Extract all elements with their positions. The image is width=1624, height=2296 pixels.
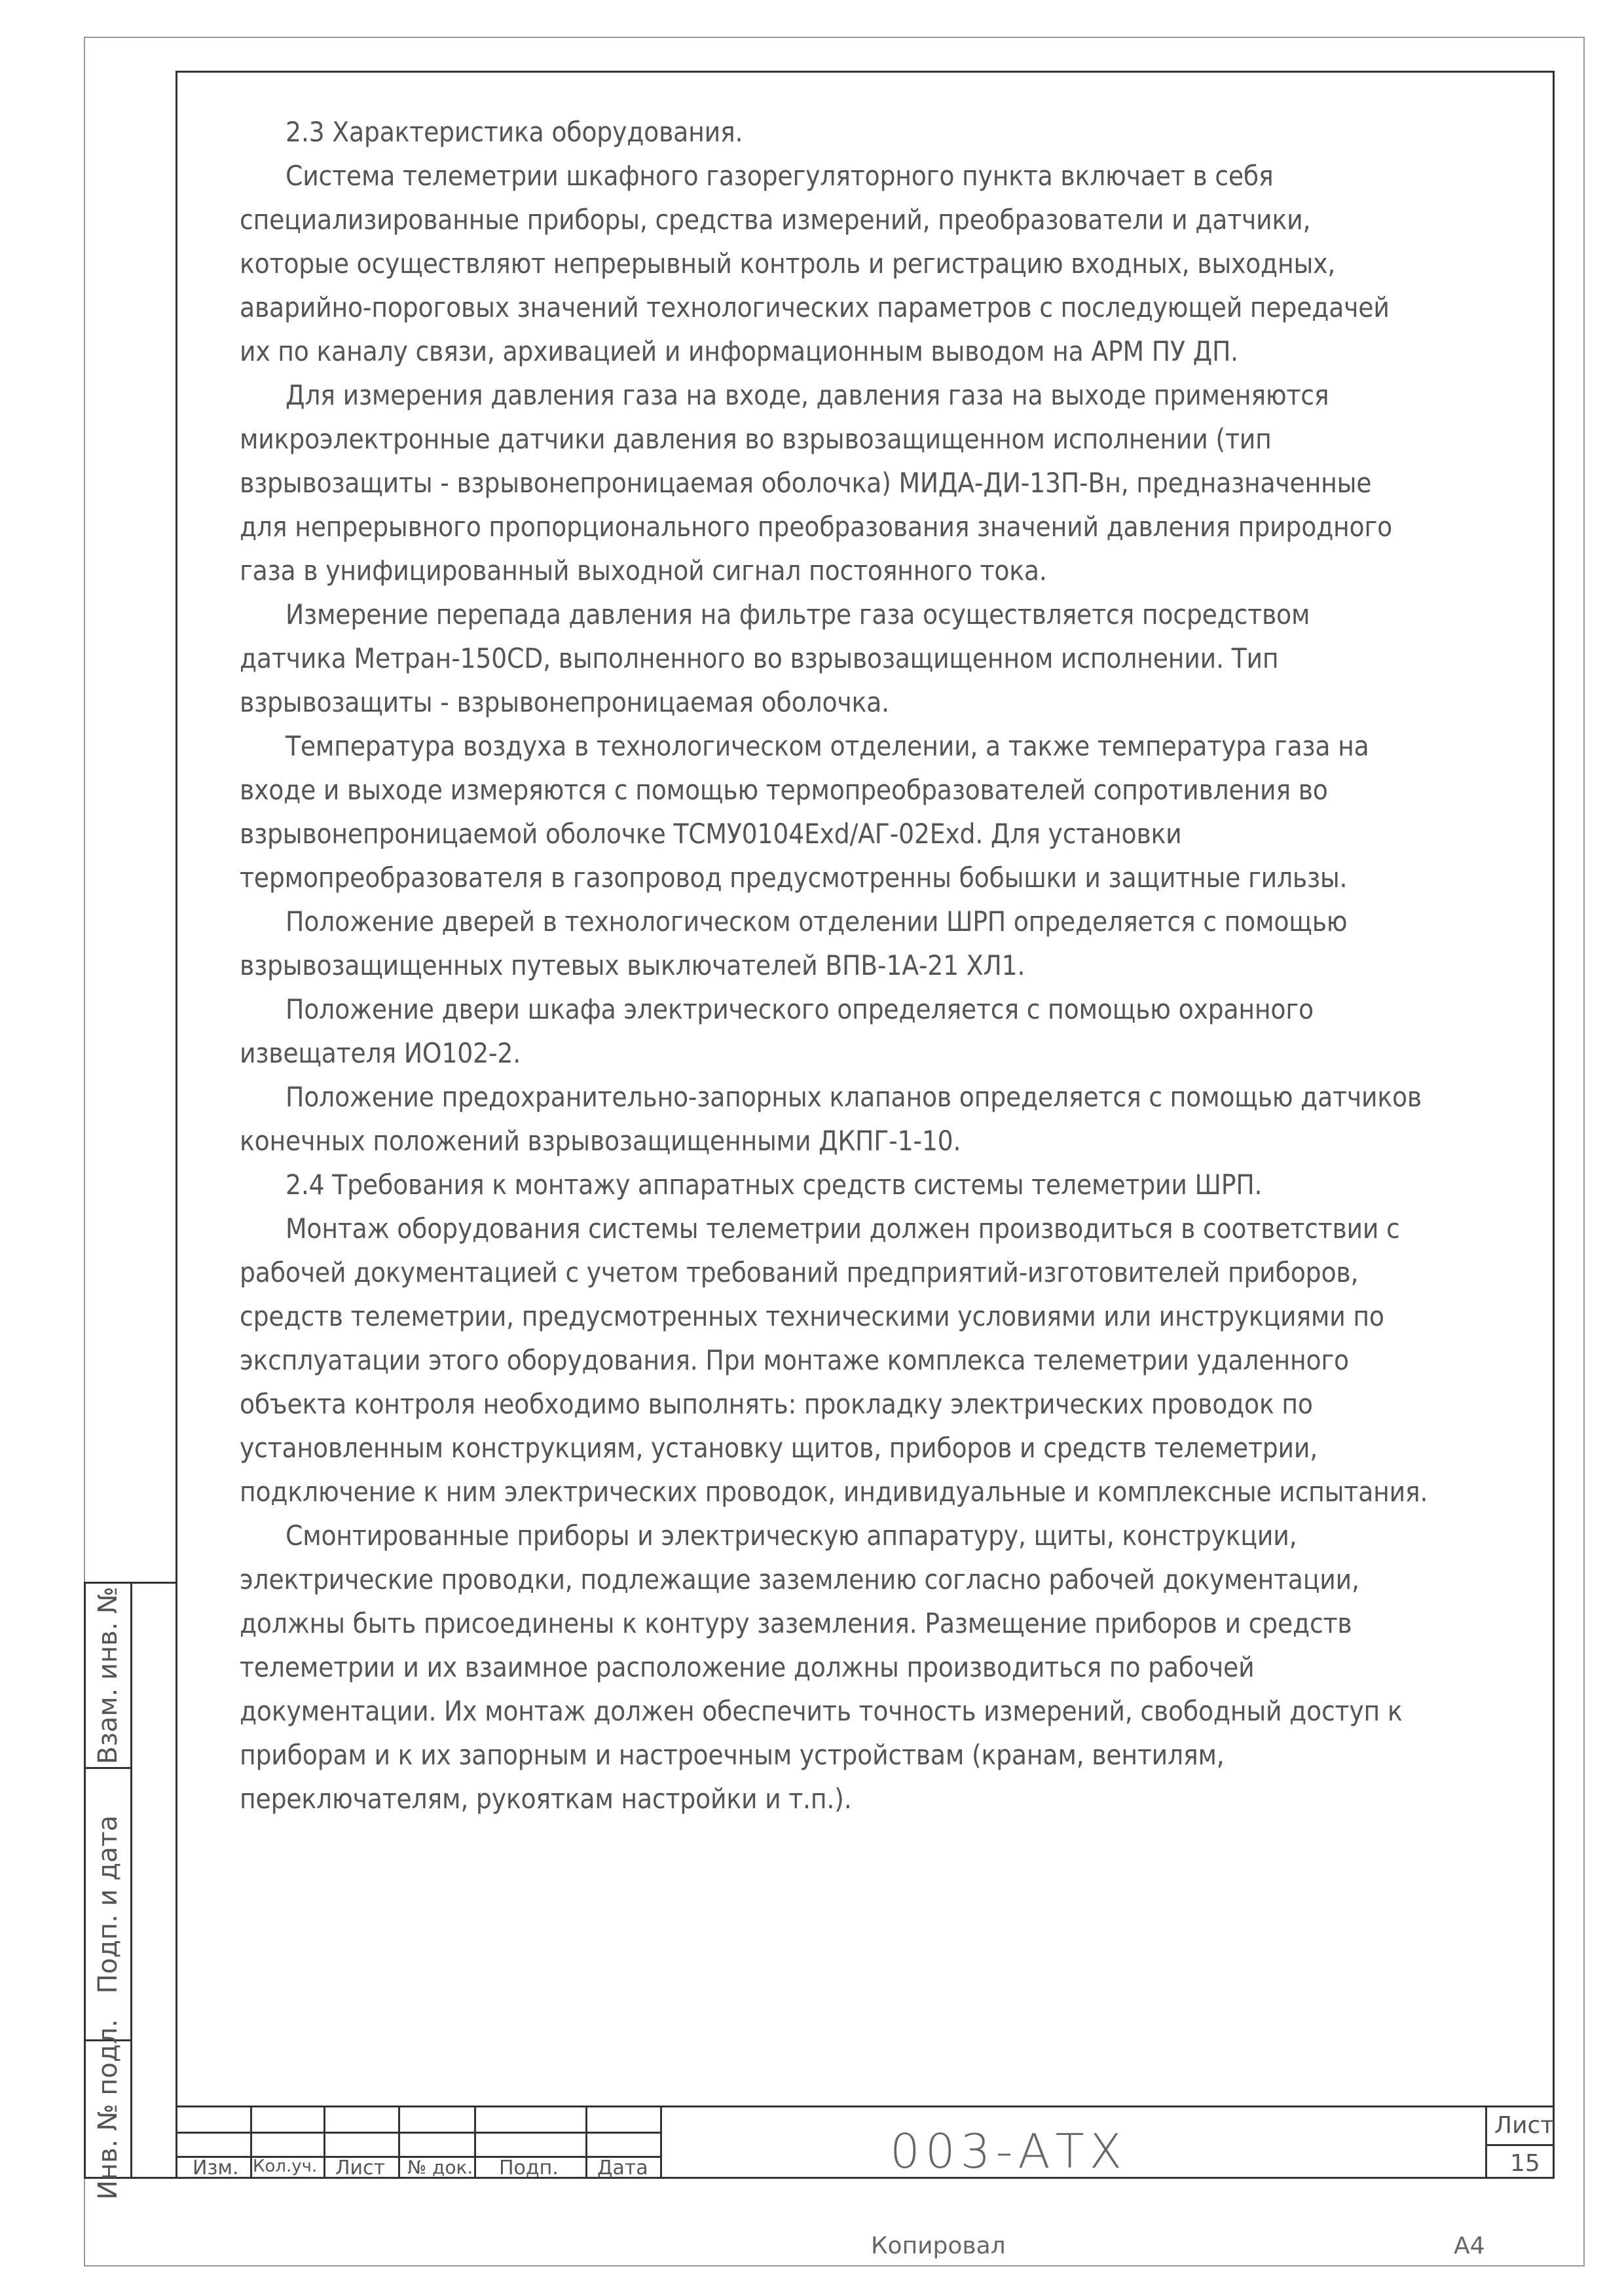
outer-border-right [1583,37,1585,2267]
text-line: термопреобразователя в газопровод предусмотренны бобышки и защитные гильзы. [240,862,1348,894]
outer-border-top [84,37,1585,38]
text-line: телеметрии и их взаимное расположение должны производиться по рабочей [240,1651,1255,1683]
document-code: 003-АТХ [890,2124,1127,2179]
text-line: переключателям, рукояткам настройки и т.п.). [240,1783,852,1815]
col-izm-label: Изм. [193,2157,239,2179]
text-line: взрывозащиты - взрывонепроницаемая оболочка) МИДА-ДИ-13П-Вн, предназначенные [240,467,1372,499]
text-line: микроэлектронные датчики давления во взрывозащищенном исполнении (тип [240,423,1272,455]
text-line: входе и выходе измеряются с помощью термопреобразователей сопротивления во [240,774,1328,806]
text-line: Положение дверей в технологическом отделении ШРП определяется с помощью [286,905,1348,938]
side-label-vzam: Взам. инв. № [93,1586,123,1764]
text-line: взрывозащищенных путевых выключателей ВПВ-1А-21 ХЛ1. [240,949,1025,981]
text-line: 2.4 Требования к монтажу аппаратных средств системы телеметрии ШРП. [286,1169,1263,1201]
sheet-number: 15 [1510,2150,1540,2177]
side-stamp-labels [86,1584,132,2200]
format-label: А4 [1454,2232,1485,2259]
text-line: 2.3 Характеристика оборудования. [286,116,743,148]
text-line: Положение двери шкафа электрического определяется с помощью охранного [286,993,1314,1025]
side-label-podp: Подп. и дата [93,1815,123,1994]
text-line: электрические проводки, подлежащие заземлению согласно рабочей документации, [240,1563,1359,1595]
text-line: объекта контроля необходимо выполнять: прокладку электрических проводок по [240,1388,1313,1420]
text-line: Монтаж оборудования системы телеметрии должен производиться в соответствии с [286,1212,1400,1245]
text-line: Температура воздуха в технологическом отделении, а также температура газа на [286,730,1369,762]
col-kol-label: Кол.уч. [253,2157,318,2176]
text-line: Система телеметрии шкафного газорегуляторного пункта включает в себя [286,160,1274,192]
side-cell-podp [86,1767,130,2039]
side-label-inv: Инв. № подл. [93,2018,123,2200]
text-line: для непрерывного пропорционального преобразования значений давления природного [240,511,1393,543]
side-stamp [84,1582,177,2200]
text-line: извещателя ИО102-2. [240,1037,521,1069]
copied-label: Копировал [871,2232,1006,2259]
text-line: Для измерения давления газа на входе, давления газа на выходе применяются [286,379,1329,411]
text-line: взрывозащиты - взрывонепроницаемая оболочка. [240,686,889,718]
outer-border-bottom [84,2265,1585,2267]
text-line: взрывонепроницаемой оболочке ТСМУ0104Exd/АГ-02Exd. Для установки [240,818,1182,850]
col-podp-label: Подп. [499,2157,559,2179]
col-list-label: Лист [335,2157,386,2179]
side-cell-vzam [86,1584,130,1767]
text-line: эксплуатации этого оборудования. При монтаже комплекса телеметрии удаленного [240,1344,1349,1376]
side-cell-inv [86,2018,130,2200]
col-data-label: Дата [597,2157,648,2179]
col-ndok-label: № док. [407,2157,473,2178]
sheet-label: Лист [1494,2112,1555,2139]
text-line: подключение к ним электрических проводок, индивидуальные и комплексные испытания. [240,1476,1428,1508]
text-line: аварийно-пороговых значений технологических параметров с последующей передачей [240,291,1390,323]
text-line: датчика Метран-150CD, выполненного во взрывозащищенном исполнении. Тип [240,642,1279,674]
text-line: специализированные приборы, средства измерений, преобразователи и датчики, [240,204,1311,236]
text-line: документации. Их монтаж должен обеспечить точность измерений, свободный доступ к [240,1695,1403,1727]
text-line: их по каналу связи, архивацией и информационным выводом на АРМ ПУ ДП. [240,335,1238,367]
text-line: средств телеметрии, предусмотренных техническими условиями или инструкциями по [240,1300,1384,1332]
text-line: Положение предохранительно-запорных клапанов определяется с помощью датчиков [286,1081,1422,1113]
text-line: рабочей документацией с учетом требований предприятий-изготовителей приборов, [240,1256,1359,1288]
text-line: конечных положений взрывозащищенными ДКПГ-1-10. [240,1125,961,1157]
text-line: приборам и к их запорным и настроечным устройствам (кранам, вентилям, [240,1739,1225,1771]
text-line: установленным конструкциям, установку щитов, приборов и средств телеметрии, [240,1432,1318,1464]
text-line: Измерение перепада давления на фильтре газа осуществляется посредством [286,598,1310,630]
text-line: которые осуществляют непрерывный контроль и регистрацию входных, выходных, [240,247,1336,280]
text-line: должны быть присоединены к контуру заземления. Размещение приборов и средств [240,1607,1352,1639]
text-line: газа в унифицированный выходной сигнал постоянного тока. [240,555,1047,587]
text-line: Смонтированные приборы и электрическую аппаратуру, щиты, конструкции, [286,1520,1297,1552]
document-body [240,110,1549,1821]
